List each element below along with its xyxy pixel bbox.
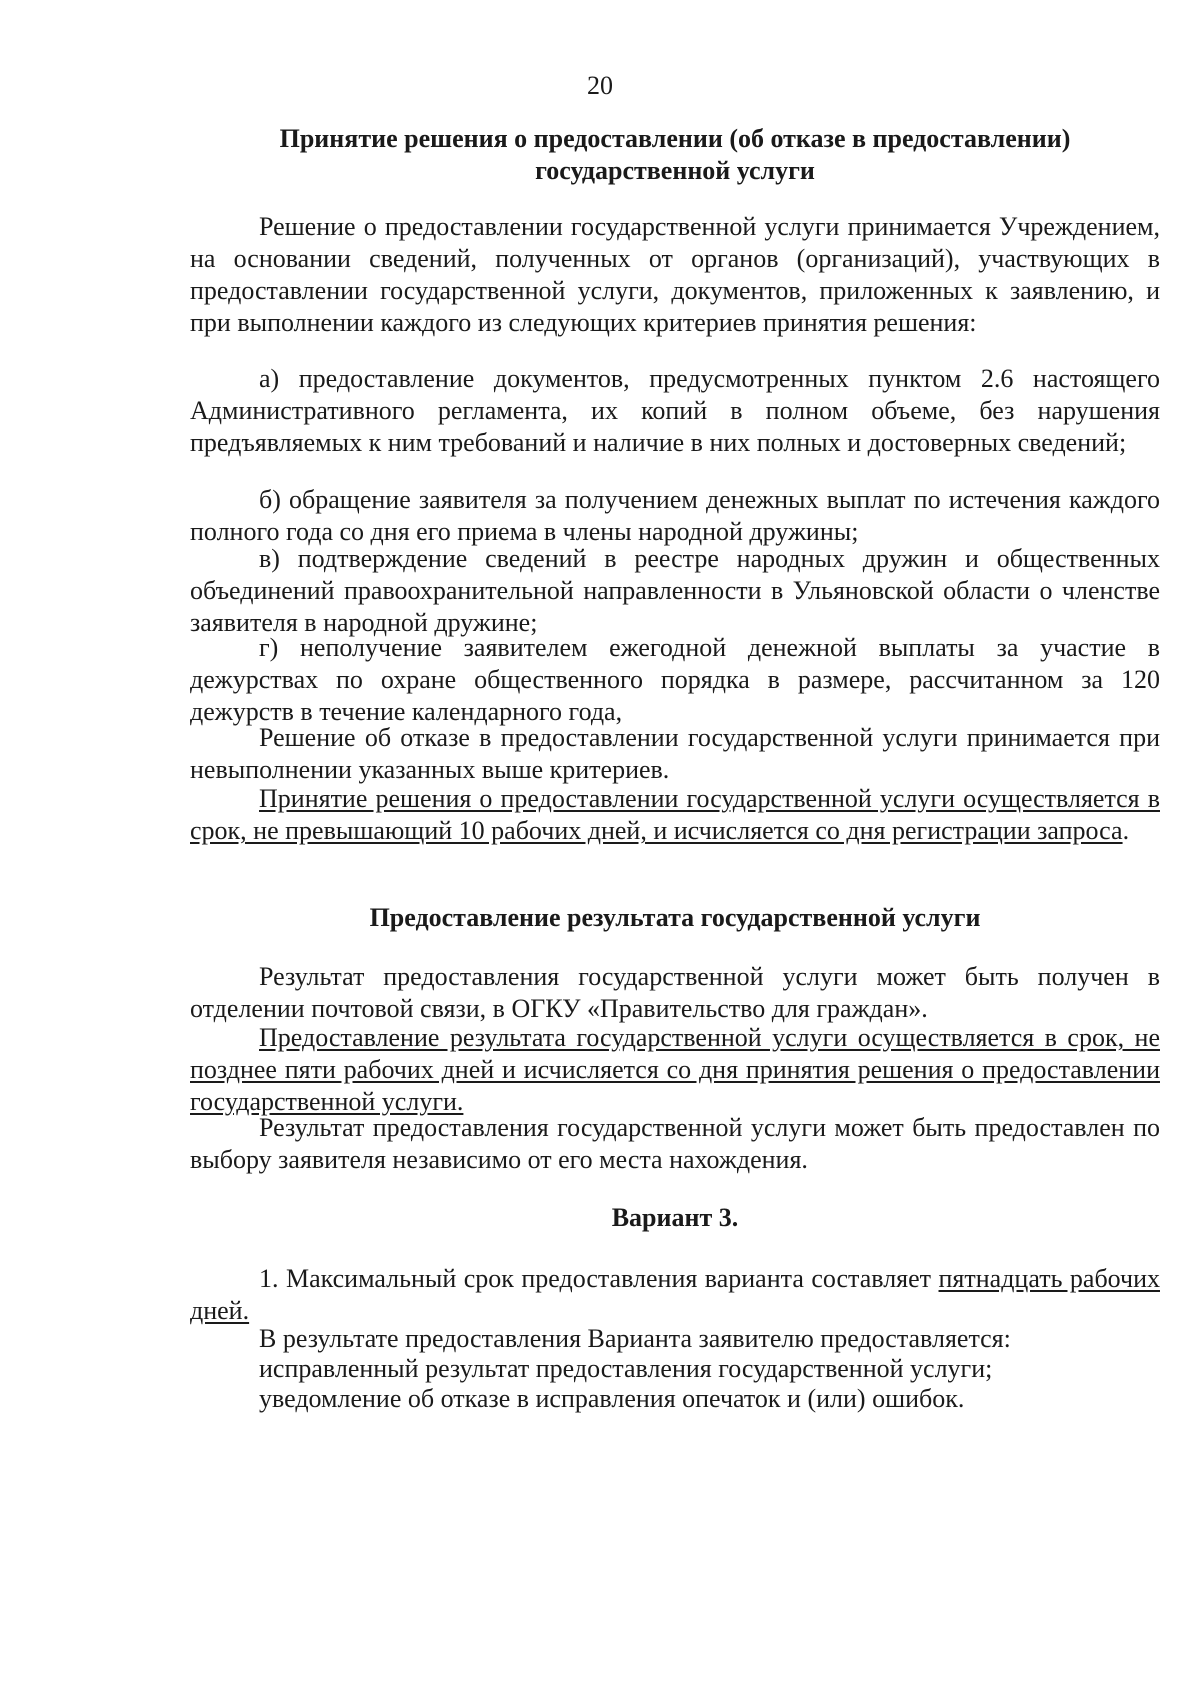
paragraph-result-deadline [190, 1022, 1160, 1118]
underlined-deadline-text: Принятие решения о предоставлении государственной услуги осуществляется в срок, не превышающий 10 рабочих дней, и исчисляется со дня регистрации запроса [190, 784, 1160, 845]
paragraph-result-choice: Результат предоставления государственной услуги может быть предоставлен по выбору заявителя независимо от его места нахождения. [190, 1113, 1160, 1174]
section-heading-variant: Вариант 3. [611, 1203, 739, 1232]
paragraph-result-receipt: Результат предоставления государственной услуги может быть получен в отделении почтовой связи, в ОГКУ «Правительство для граждан». [190, 962, 1160, 1023]
paragraph-max-term [190, 1263, 1160, 1327]
variant-result-corrected: исправленный результат предоставления государственной услуги; [259, 1354, 993, 1383]
max-term-text: 1. Максимальный срок предоставления варианта составляет [259, 1264, 939, 1293]
paragraph-decision-basis: Решение о предоставлении государственной услуги принимается Учреждением, на основании сведений, полученных от органов (организаций), участвующих в предоставлении государственной услуги, документов, приложенных к заявлению, и при выполнении каждого из следующих критериев принятия решения: [190, 212, 1160, 337]
heading-line-1: Принятие решения о предоставлении (об отказе в предоставлении) [279, 124, 1071, 153]
page-number: 20 [587, 71, 613, 100]
variant-result-intro: В результате предоставления Варианта заявителю предоставляется: [259, 1324, 1011, 1353]
criterion-v: в) подтверждение сведений в реестре народных дружин и общественных объединений правоохранительной направленности в Ульяновской области о членстве заявителя в народной дружине; [190, 544, 1160, 637]
paragraph-refusal: Решение об отказе в предоставлении государственной услуги принимается при невыполнении указанных выше критериев. [190, 723, 1160, 784]
section-heading-decision [190, 123, 1160, 187]
underlined-max-term: пятнадцать рабочих дней. [190, 1264, 1160, 1325]
section-heading-result: Предоставление результата государственной услуги [369, 903, 981, 932]
paragraph-decision-deadline [190, 783, 1160, 847]
criterion-a: а) предоставление документов, предусмотренных пунктом 2.6 настоящего Административного регламента, их копий в полном объеме, без нарушения предъявляемых к ним требований и наличие в них полных и достоверных сведений; [190, 364, 1160, 457]
criterion-b: б) обращение заявителя за получением денежных выплат по истечения каждого полного года со дня его приема в члены народной дружины; [190, 485, 1160, 546]
criterion-g: г) неполучение заявителем ежегодной денежной выплаты за участие в дежурствах по охране общественного порядка в размере, рассчитанном за 120 дежурств в течение календарного года, [190, 633, 1160, 726]
underlined-result-deadline: Предоставление результата государственной услуги осуществляется в срок, не позднее пяти рабочих дней и исчисляется со дня принятия решения о предоставлении государственной услуги. [190, 1023, 1160, 1116]
heading-line-2: государственной услуги [535, 156, 815, 185]
deadline-period: . [1122, 816, 1130, 845]
variant-result-refusal-notice: уведомление об отказе в исправления опечаток и (или) ошибок. [259, 1384, 965, 1413]
